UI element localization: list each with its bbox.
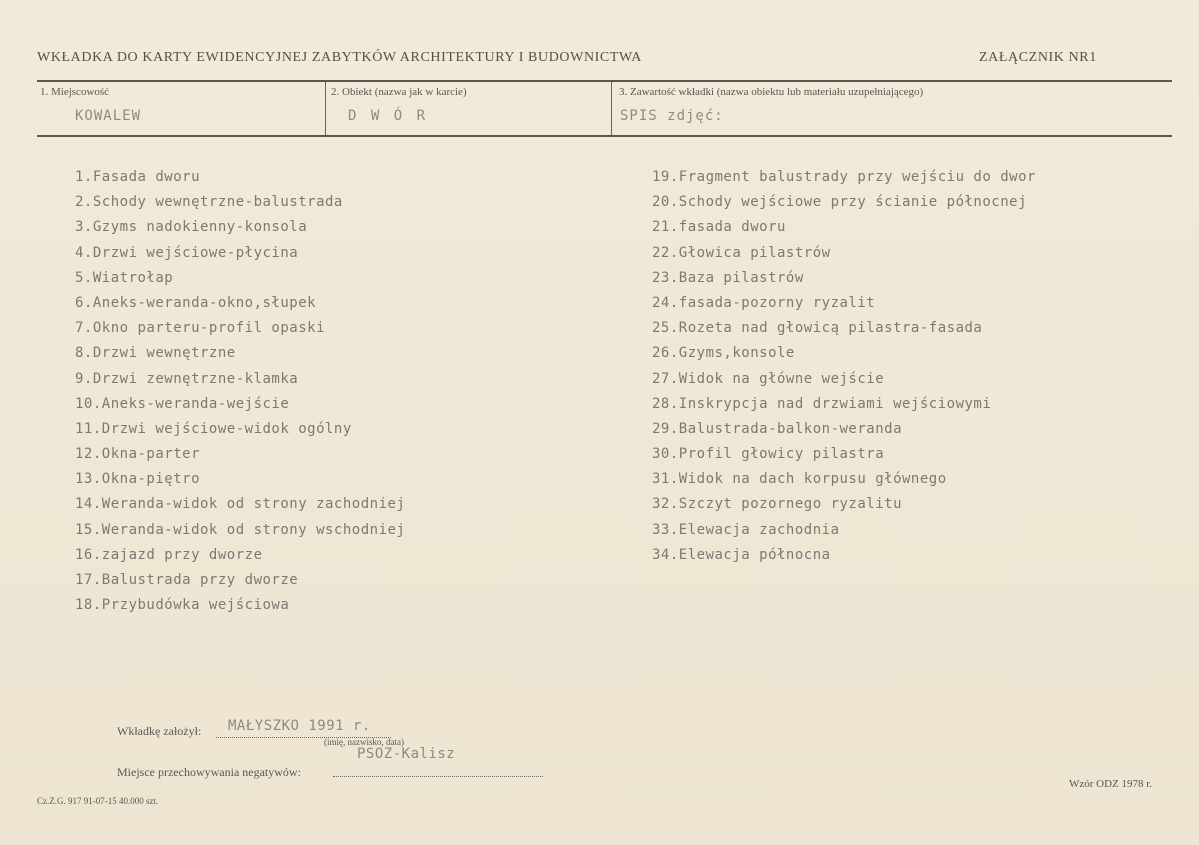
- list-item: 25.Rozeta nad głowicą pilastra-fasada: [652, 320, 983, 337]
- list-item: 31.Widok na dach korpusu głównego: [652, 471, 947, 488]
- list-item: 3.Gzyms nadokienny-konsola: [75, 219, 308, 236]
- list-item: 7.Okno parteru-profil opaski: [75, 320, 326, 337]
- header-rule-bottom: [37, 135, 1172, 137]
- list-item: 12.Okna-parter: [75, 446, 201, 463]
- list-item: 16.zajazd przy dworze: [75, 546, 263, 563]
- header-rule-top: [37, 80, 1172, 82]
- list-item: 28.Inskrypcja nad drzwiami wejściowymi: [652, 395, 992, 412]
- content-value: SPIS zdjęć:: [620, 108, 724, 124]
- field-separator-1: [325, 82, 326, 135]
- list-item: 10.Aneks-weranda-wejście: [75, 395, 290, 412]
- locality-value: KOWALEW: [75, 108, 142, 124]
- list-item: 20.Schody wejściowe przy ścianie północnej: [652, 194, 1028, 211]
- negatives-dotted-line: [333, 776, 543, 777]
- field-separator-2: [611, 82, 612, 135]
- content-label: 3. Zawartość wkładki (nazwa obiektu lub materiału uzupełniającego): [619, 86, 924, 98]
- founder-value: MAŁYSZKO 1991 r.: [228, 718, 371, 734]
- list-item: 9.Drzwi zewnętrzne-klamka: [75, 370, 299, 387]
- list-item: 4.Drzwi wejściowe-płycina: [75, 244, 299, 261]
- list-item: 14.Weranda-widok od strony zachodniej: [75, 496, 406, 513]
- photo-list-right: [652, 165, 1036, 568]
- list-item: 15.Weranda-widok od strony wschodniej: [75, 521, 406, 538]
- form-model: Wzór ODZ 1978 r.: [1069, 778, 1153, 790]
- list-item: 29.Balustrada-balkon-weranda: [652, 420, 903, 437]
- list-item: 2.Schody wewnętrzne-balustrada: [75, 194, 343, 211]
- negatives-value: PSOZ-Kalisz: [357, 746, 456, 762]
- list-item: 13.Okna-piętro: [75, 471, 201, 488]
- list-item: 22.Głowica pilastrów: [652, 244, 831, 261]
- list-item: 6.Aneks-weranda-okno,słupek: [75, 294, 317, 311]
- object-value: D W Ó R: [348, 108, 429, 124]
- list-item: 19.Fragment balustrady przy wejściu do dwor: [652, 169, 1036, 185]
- list-item: 30.Profil głowicy pilastra: [652, 446, 885, 463]
- print-code: Cz.Z.G. 917 91-07-15 40.000 szt.: [37, 796, 159, 806]
- object-label: 2. Obiekt (nazwa jak w karcie): [331, 86, 467, 98]
- list-item: 11.Drzwi wejściowe-widok ogólny: [75, 420, 352, 437]
- list-item: 27.Widok na główne wejście: [652, 370, 885, 387]
- list-item: 33.Elewacja zachodnia: [652, 521, 840, 538]
- list-item: 34.Elewacja północna: [652, 546, 831, 563]
- list-item: 1.Fasada dworu: [75, 169, 201, 185]
- list-item: 21.fasada dworu: [652, 219, 786, 236]
- list-item: 17.Balustrada przy dworze: [75, 572, 299, 588]
- founder-label: Wkładkę założył:: [117, 724, 202, 738]
- negatives-label: Miejsce przechowywania negatywów:: [117, 765, 301, 779]
- list-item: 32.Szczyt pozornego ryzalitu: [652, 496, 903, 513]
- annex-number: ZAŁĄCZNIK NR1: [979, 50, 1097, 65]
- list-item: 5.Wiatrołap: [75, 269, 174, 286]
- locality-label: 1. Miejscowość: [40, 86, 110, 98]
- list-item: 8.Drzwi wewnętrzne: [75, 345, 236, 362]
- list-item: 24.fasada-pozorny ryzalit: [652, 294, 876, 311]
- form-title: WKŁADKA DO KARTY EWIDENCYJNEJ ZABYTKÓW ARCHITEKTURY I BUDOWNICTWA: [37, 50, 642, 65]
- list-item: 26.Gzyms,konsole: [652, 345, 795, 362]
- photo-list-left: [75, 165, 405, 618]
- list-item: 23.Baza pilastrów: [652, 269, 804, 286]
- founder-hint: (imię, nazwisko, data): [324, 737, 404, 747]
- list-item: 18.Przybudówka wejściowa: [75, 597, 290, 614]
